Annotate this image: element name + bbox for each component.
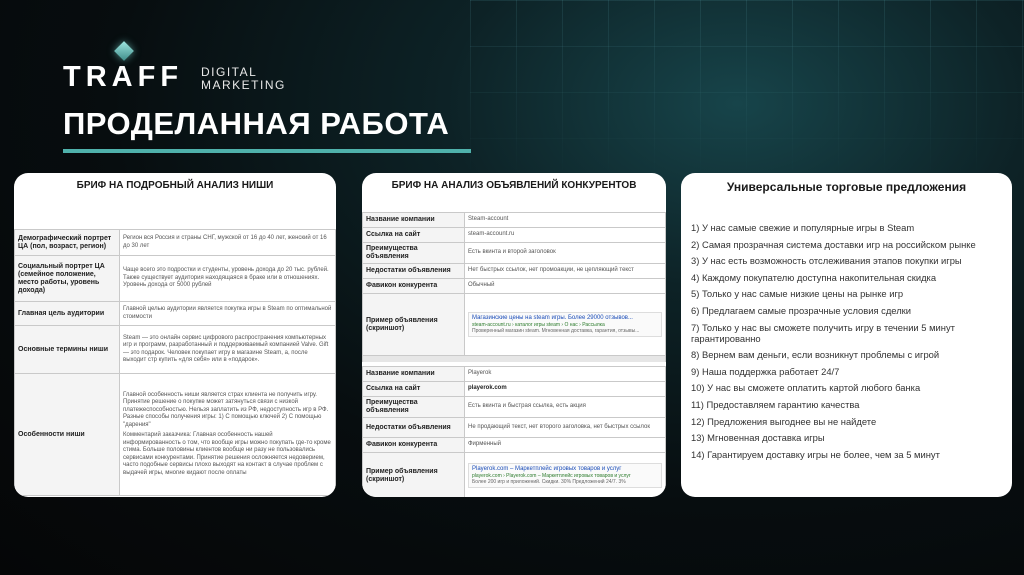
row-value: Обычный <box>465 279 666 294</box>
table-row <box>363 264 666 279</box>
ad-preview <box>468 312 662 337</box>
ad-url: playerok.com › Playerok.com – Маркетплейс игровых товаров и услуг <box>472 473 631 479</box>
row-key: Ссылка на сайт <box>363 382 465 397</box>
row-value: Playerok <box>465 367 666 382</box>
row-key: Фавикон конкурента <box>363 279 465 294</box>
row-value-comment: Комментарий заказчика: Главная особенность нашей информированность о том, что вообще игры можно покупать где-то кроме стима. Больше половины клиентов вообще ни разу не пользовались сервисами конкурентами. Принятие решения осложняется недоверием, часто подобные сервисы плохо выходят на контакт в случае проблем с выдачей игры, многие кидают после оплаты <box>123 432 331 476</box>
brand-sub-line1: DIGITAL <box>201 65 258 79</box>
competitor-ads-card <box>362 173 666 497</box>
row-value: Не продающий текст, нет второго заголовка, нет быстрых ссылок <box>465 418 666 438</box>
ad-text: Проверенный магазин steam. Мгновенная доставка, гарантия, отзывы... <box>472 328 640 334</box>
row-key: Главная цель аудитории <box>15 302 120 326</box>
row-value-part: Главной особенность ниши является страх клиента не получить игру. Принятие решение о покупке может затянуться связи с низкой платежеспособностью. Нельзя заплатить из РФ, недоступность игр в РФ. Разные способы получения игры: 1) С помощью ключей 2) С помощью "дарения" <box>123 391 329 428</box>
list-item: 10) У нас вы сможете оплатить картой любого банка <box>691 382 921 394</box>
table-row <box>15 256 336 302</box>
table-row <box>363 438 666 453</box>
row-value: Steam-account <box>465 213 666 228</box>
table-row <box>363 418 666 438</box>
usp-card <box>681 173 1012 497</box>
list-item: 14) Гарантируем доставку игры не более, чем за 5 минут <box>691 448 940 460</box>
list-item: 5) Только у нас самые низкие цены на рынке игр <box>691 288 904 300</box>
row-key: Пример объявления (скриншот) <box>363 294 465 356</box>
ad-preview <box>468 463 662 488</box>
table-row <box>15 374 336 496</box>
card-title: БРИФ НА ПОДРОБНЫЙ АНАЛИЗ НИШИ <box>76 180 274 191</box>
row-key: Пример объявления (скриншот) <box>363 453 465 498</box>
table-row <box>363 294 666 356</box>
row-value: playerok.com <box>465 382 666 397</box>
ad-url: steam-account.ru › каталог игры steam › О нас › Рассылка <box>472 322 605 328</box>
diamond-icon <box>114 41 134 61</box>
ad-headline: Магазинские цены на steam игры. Более 29000 отзывов... <box>472 315 633 321</box>
niche-brief-card <box>14 173 336 497</box>
table-row <box>363 243 666 264</box>
list-item: 6) Предлагаем самые прозрачные условия сделки <box>691 304 912 316</box>
row-value: Есть вкинта и второй заголовок <box>465 243 666 264</box>
row-key: Недостатки объявления <box>363 264 465 279</box>
ad-screenshot <box>465 453 666 498</box>
list-item: 1) У нас самые свежие и популярные игры в Steam <box>691 222 915 233</box>
row-value: Чаще всего это подростки и студенты, уровень дохода до 20 тыс. рублей. Также существует аудитория находящаяся в браке или в отношениях. Уровень дохода от 5000 рублей <box>120 256 336 302</box>
table-row <box>15 230 336 256</box>
row-key: Название компании <box>363 213 465 228</box>
row-key: Фавикон конкурента <box>363 438 465 453</box>
table-row <box>363 382 666 397</box>
brand-subtitle <box>201 66 286 92</box>
table-row <box>15 326 336 374</box>
list-item: 8) Вернем вам деньги, если возникнут проблемы с игрой <box>691 349 940 361</box>
page-title: ПРОДЕЛАННАЯ РАБОТА <box>63 106 450 141</box>
table-row <box>363 397 666 418</box>
row-key: Социальный портрет ЦА (семейное положение, место работы, уровень дохода) <box>15 256 120 302</box>
table-row <box>363 213 666 228</box>
row-key: Недостатки объявления <box>363 418 465 438</box>
row-key: Особенности ниши <box>15 374 120 496</box>
card-title: Универсальные торговые предложения <box>726 180 967 194</box>
brand-name: TRAFF <box>63 61 184 93</box>
row-value: Главной целью аудитории является покупка игры в Steam по оптимальной стоимости <box>120 302 336 326</box>
row-value: Регион вся Россия и страны СНГ, мужской от 16 до 40 лет, женский от 16 до 30 лет <box>120 230 336 256</box>
ad-headline: Playerok.com – Маркетплейс игровых товаров и услуг <box>472 466 622 472</box>
row-key: Основные термины ниши <box>15 326 120 374</box>
niche-brief-table <box>14 229 336 496</box>
competitor-table-1 <box>362 212 666 356</box>
title-underline <box>63 149 471 153</box>
table-row <box>363 453 666 498</box>
row-value <box>120 374 336 496</box>
usp-list <box>681 198 1012 460</box>
list-item: 11) Предоставляем гарантию качества <box>691 398 860 410</box>
row-key: Преимущества объявления <box>363 397 465 418</box>
brand-sub-line2: MARKETING <box>201 78 286 92</box>
decorative-grid <box>470 0 1024 180</box>
competitor-table-2 <box>362 366 666 497</box>
list-item: 12) Предложения выгоднее вы не найдете <box>691 415 877 427</box>
table-row <box>363 228 666 243</box>
table-row <box>363 367 666 382</box>
brand-logo <box>63 44 303 94</box>
row-value: Steam — это онлайн сервис цифрового распространения компьютерных игр и программ, разработанный и поддерживаемый компанией Valve. Gift — это подарок. Человек покупает игру в магазине Steam, а, после выходит стр купить «для себя» или в «подарок». <box>120 326 336 374</box>
list-item: 13) Мгновенная доставка игры <box>691 432 825 444</box>
list-item: 4) Каждому покупателю доступна накопительная скидка <box>691 271 937 283</box>
list-item: 3) У нас есть возможность отслеживания этапов покупки игры <box>691 255 962 267</box>
row-key: Демографический портрет ЦА (пол, возраст, регион) <box>15 230 120 256</box>
ad-text: Более 200 игр и приложений. Скидки. 30% Предложений 24/7. 3% <box>472 479 626 485</box>
row-value: Нет быстрых ссылок, нет промоакции, не цепляющий текст <box>465 264 666 279</box>
card-title: БРИФ НА АНАЛИЗ ОБЪЯВЛЕНИЙ КОНКУРЕНТОВ <box>391 180 637 191</box>
list-item: 7) Только у нас вы сможете получить игру в течении 5 минут гарантированно <box>691 321 955 344</box>
ad-screenshot <box>465 294 666 356</box>
row-key: Название компании <box>363 367 465 382</box>
row-key: Преимущества объявления <box>363 243 465 264</box>
list-item: 9) Наша поддержка работает 24/7 <box>691 365 840 377</box>
table-separator <box>362 356 666 362</box>
row-value: Есть вкинта и быстрая ссылка, есть акция <box>465 397 666 418</box>
list-item: 2) Самая прозрачная система доставки игр на российском рынке <box>691 238 976 250</box>
table-row <box>15 302 336 326</box>
row-value: Фирменный <box>465 438 666 453</box>
row-key: Ссылка на сайт <box>363 228 465 243</box>
row-value: steam-account.ru <box>465 228 666 243</box>
table-row <box>363 279 666 294</box>
